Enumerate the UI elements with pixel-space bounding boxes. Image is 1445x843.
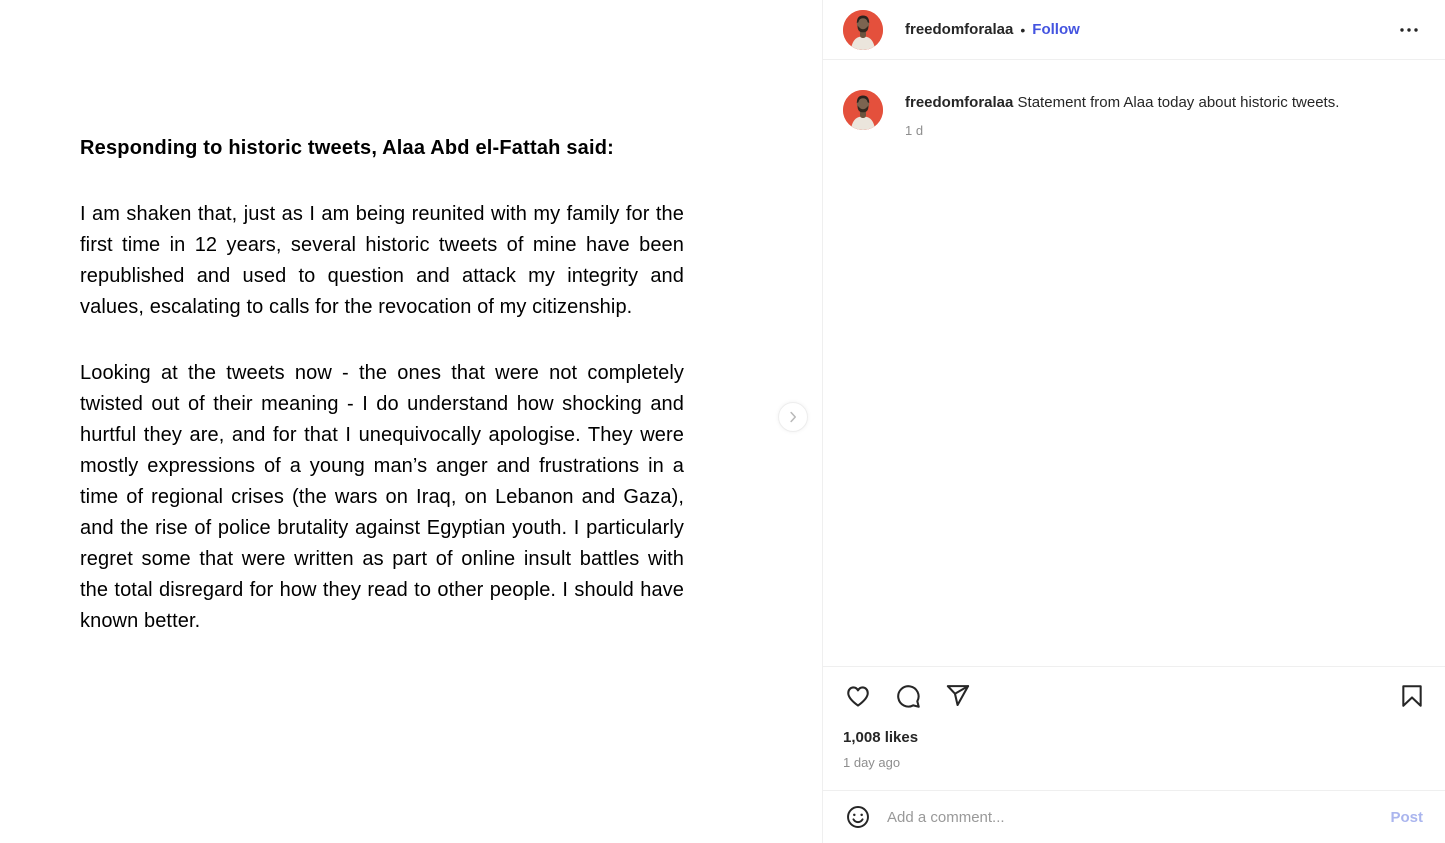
caption-avatar[interactable] [843, 90, 883, 130]
caption-timestamp: 1 d [905, 122, 924, 138]
caption-username-link[interactable]: freedomforalaa [905, 94, 1014, 111]
comment-icon [895, 683, 921, 709]
header-username-link[interactable]: freedomforalaa [905, 21, 1014, 38]
statement-text [80, 133, 684, 637]
emoji-button[interactable] [843, 802, 873, 832]
comments-area [823, 60, 1445, 666]
caption-text [905, 92, 1339, 114]
like-button[interactable] [843, 681, 873, 711]
post-comment-button[interactable]: Post [1388, 805, 1425, 830]
smiley-icon [845, 804, 871, 830]
next-image-button[interactable] [778, 402, 808, 432]
comment-composer [823, 790, 1445, 843]
comment-input[interactable] [887, 809, 1388, 826]
likes-count[interactable]: 1,008 likes [843, 729, 919, 746]
separator-dot: • [1020, 21, 1026, 38]
statement-heading: Responding to historic tweets, Alaa Abd el-Fattah said: [80, 137, 615, 159]
post-age: 1 day ago [843, 755, 901, 770]
more-options-button[interactable] [1393, 14, 1425, 46]
profile-avatar[interactable] [843, 10, 883, 50]
save-button[interactable] [1397, 681, 1427, 711]
caption-body [905, 90, 1339, 138]
chevron-right-icon [784, 408, 802, 426]
post-details-panel [822, 0, 1445, 843]
actions-section [823, 666, 1445, 790]
share-button[interactable] [943, 681, 973, 711]
avatar-photo [843, 10, 883, 50]
action-icons-row [843, 681, 1427, 711]
ellipsis-icon [1397, 18, 1421, 42]
bookmark-icon [1399, 683, 1425, 709]
caption-row [843, 90, 1425, 138]
caption-content: Statement from Alaa today about historic tweets. [1017, 94, 1340, 111]
avatar-photo [843, 90, 883, 130]
comment-button[interactable] [893, 681, 923, 711]
statement-paragraph-1: I am shaken that, just as I am being reunited with my family for the first time in 12 years, several historic tweets of mine have been republished and used to question and attack my integrity and values, escalating to calls for the revocation of my citizenship. [80, 203, 684, 318]
post-header [823, 0, 1445, 60]
heart-icon [845, 683, 871, 709]
follow-button[interactable]: Follow [1032, 21, 1080, 38]
share-icon [945, 683, 971, 709]
statement-paragraph-2: Looking at the tweets now - the ones that were not completely twisted out of their meaning - I do understand how shocking and hurtful they are, and for that I unequivocally apologise. They were mostly expressions of a young man’s anger and frustrations in a time of regional crises (the wars on Iraq, on Lebanon and Gaza), and the rise of police brutality against Egyptian youth. I particularly regret some that were written as part of online insult battles with the total disregard for how they read to other people. I should have known better. [80, 362, 684, 632]
